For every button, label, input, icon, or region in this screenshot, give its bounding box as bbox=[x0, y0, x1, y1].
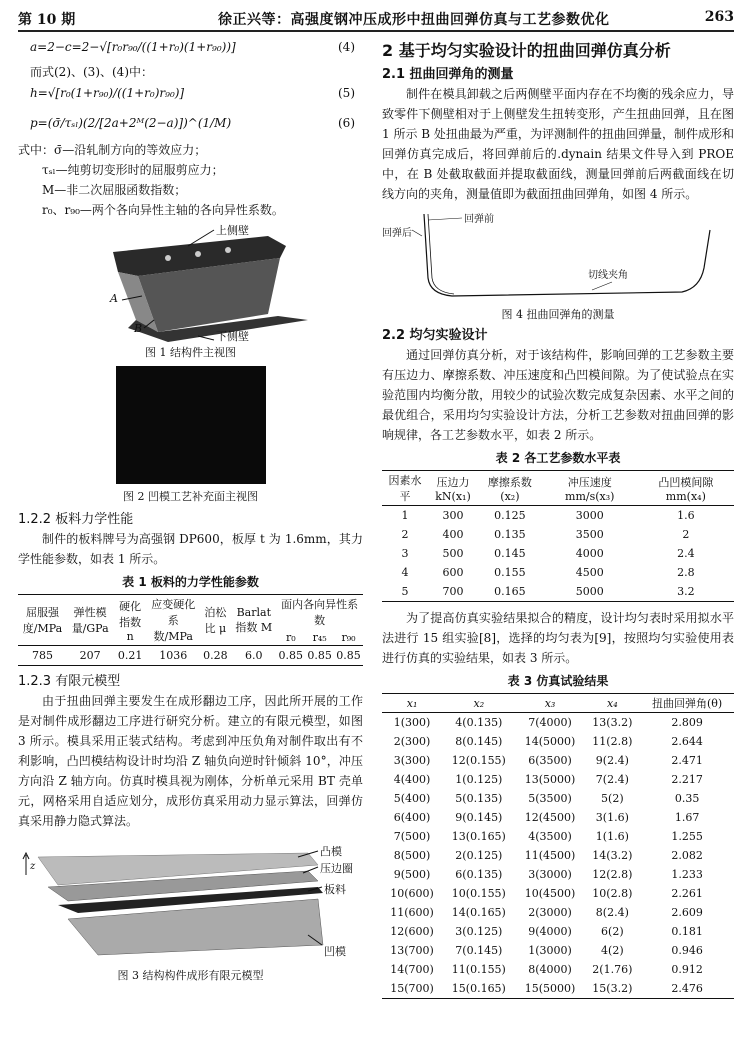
table-cell: 2.082 bbox=[671, 849, 703, 862]
table-cell: 13(3.2) bbox=[592, 716, 633, 729]
table-cell: 1.233 bbox=[671, 868, 703, 881]
table-cell: 11(2.8) bbox=[592, 735, 633, 748]
section-2-2-title: 2.2 均匀实验设计 bbox=[382, 328, 488, 343]
table-2-header: 因素水平 bbox=[388, 474, 422, 503]
fem-model-image bbox=[18, 835, 363, 965]
equation-6-text: p=(σ̄/τₛₗ)(2/[2a+2ᴹ(2−a)])^(1/M) bbox=[30, 116, 232, 130]
table-1-subheader: r₀ bbox=[285, 630, 296, 644]
springback-measure-image bbox=[382, 208, 734, 304]
table-cell: 2(0.125) bbox=[455, 849, 503, 862]
table-cell: 9(4000) bbox=[528, 925, 572, 938]
table-cell: 5(3500) bbox=[528, 792, 572, 805]
table-cell: 14(3.2) bbox=[592, 849, 633, 862]
table-cell: 4(0.135) bbox=[455, 716, 503, 729]
table-row bbox=[382, 827, 734, 846]
table-cell: 0.85 bbox=[307, 649, 332, 662]
table-cell: 2(3000) bbox=[528, 906, 572, 919]
table-cell: 785 bbox=[31, 649, 53, 662]
section-2-1-text: 制件在模具卸载之后两侧壁平面内存在不均衡的残余应力，导致零件下侧壁相对于上侧壁发生扭转变形，产生扭曲回弹，且在图 1 所示 B 处扭曲最为严重，为评测制件的扭曲回弹量，制件成形和回弹仿真完成后，将回弹前后的.dynain 结果文件导入到 PROE 中，在 B 处截取截面并提取截面线，测量回弹前后两截面线在切线方向的夹角，测量值即为截面扭曲回弹角，如图 4 所示。 bbox=[382, 87, 734, 201]
table-cell: 15(3.2) bbox=[592, 982, 633, 995]
label-before-springback: 回弹前 bbox=[464, 214, 494, 225]
table-cell: 3500 bbox=[575, 528, 604, 541]
table-cell: 6.0 bbox=[245, 649, 263, 662]
table-row bbox=[382, 751, 734, 770]
table-cell: 2 bbox=[682, 528, 690, 541]
table-cell: 3000 bbox=[575, 509, 604, 522]
table-cell: 9(0.145) bbox=[455, 811, 503, 824]
table-cell: 2.644 bbox=[671, 735, 703, 748]
table-cell: 14(700) bbox=[390, 963, 434, 976]
table-cell: 2.4 bbox=[677, 547, 695, 560]
table-cell: 3(300) bbox=[393, 754, 431, 767]
label-a: A bbox=[110, 292, 118, 305]
table-cell: 10(4500) bbox=[524, 887, 576, 900]
table-2-header: 摩擦系数(x₂) bbox=[487, 475, 532, 503]
label-lower-wall: 下侧壁 bbox=[216, 330, 249, 343]
table-cell: 8(0.145) bbox=[455, 735, 503, 748]
equation-4-text: a=2−c=2−√[r₀r₉₀/((1+r₀)(1+r₉₀))] bbox=[30, 40, 236, 54]
label-z-axis: z bbox=[30, 861, 36, 872]
table-cell: 0.912 bbox=[671, 963, 703, 976]
table-cell: 3.2 bbox=[677, 585, 695, 598]
section-2-1-title: 2.1 扭曲回弹角的测量 bbox=[382, 67, 514, 82]
label-punch: 凸模 bbox=[320, 845, 342, 858]
table-cell: 11(4500) bbox=[524, 849, 576, 862]
left-column bbox=[18, 36, 363, 985]
table-cell: 0.946 bbox=[671, 944, 703, 957]
table-cell: 1.67 bbox=[674, 811, 700, 824]
equation-4 bbox=[18, 36, 363, 62]
table-1-subheader: r₉₀ bbox=[341, 630, 356, 644]
figure-3 bbox=[18, 835, 363, 965]
table-cell: 2.217 bbox=[671, 773, 703, 786]
table-cell: 15(5000) bbox=[524, 982, 576, 995]
table-cell: 7(2.4) bbox=[595, 773, 629, 786]
table-row bbox=[382, 544, 734, 563]
figure-4 bbox=[382, 208, 734, 304]
label-after-springback: 回弹后 bbox=[382, 228, 412, 239]
section-1-2-3-text: 由于扭曲回弹主要发生在成形翻边工序，因此所开展的工作是对制件成形翻边工序进行研究分析。建立的有限元模型，如图 3 所示。模具采用正装式结构。考虑到冲压负角对制件取出有不利影响，凸凹模结构设计时均沿 Z 轴负向逆时针倾斜 10°，冲压方向沿 Z 轴方向。仿真时模具视为刚体，分析单元采用 BT 壳单元，网格采用自适应划分，成形仿真采用动力显示算法，回弹仿真采用静力隐式算法。 bbox=[18, 694, 363, 828]
table-cell: 11(0.155) bbox=[451, 963, 506, 976]
table-cell: 1.6 bbox=[677, 509, 695, 522]
table-cell: 14(5000) bbox=[524, 735, 576, 748]
table-cell: 8(2.4) bbox=[595, 906, 629, 919]
table-row bbox=[382, 922, 734, 941]
table-3-title: 表 3 仿真试验结果 bbox=[507, 674, 609, 688]
table-row bbox=[18, 646, 363, 666]
table-cell: 1.255 bbox=[671, 830, 703, 843]
table-cell: 10(600) bbox=[390, 887, 434, 900]
table-cell: 1(3000) bbox=[528, 944, 572, 957]
table-3-header: 扭曲回弹角(θ) bbox=[651, 697, 723, 710]
table-cell: 14(0.165) bbox=[451, 906, 506, 919]
page-number: 263 bbox=[704, 9, 734, 25]
running-header bbox=[18, 6, 734, 32]
table-1 bbox=[18, 594, 363, 666]
table-1-subheader: r₄₅ bbox=[312, 630, 327, 644]
table-cell: 10(0.155) bbox=[451, 887, 506, 900]
table-cell: 0.35 bbox=[674, 792, 700, 805]
table-cell: 6(400) bbox=[393, 811, 431, 824]
table-cell: 1(300) bbox=[393, 716, 431, 729]
label-upper-wall: 上侧壁 bbox=[216, 224, 249, 237]
table-1-header: 面内各向异性系数 bbox=[281, 598, 359, 628]
table-1-header: 硬化指数 n bbox=[119, 599, 142, 643]
definition-line: 式中：σ̄—沿轧制方向的等效应力； bbox=[18, 143, 207, 157]
label-tangent-angle: 切线夹角 bbox=[588, 270, 628, 281]
table-1-header: 屈服强度/MPa bbox=[22, 606, 63, 635]
table-cell: 4(2) bbox=[601, 944, 624, 957]
figure-1 bbox=[18, 224, 363, 342]
table-cell: 7(500) bbox=[393, 830, 431, 843]
table-cell: 1036 bbox=[159, 649, 188, 662]
table-row bbox=[382, 865, 734, 884]
table-cell: 5000 bbox=[575, 585, 604, 598]
table-cell: 0.165 bbox=[494, 585, 526, 598]
table-cell: 0.135 bbox=[494, 528, 526, 541]
table-row bbox=[382, 846, 734, 865]
table-cell: 0.85 bbox=[278, 649, 304, 662]
table-2 bbox=[382, 470, 734, 602]
table-row bbox=[382, 960, 734, 979]
table-cell: 3(0.125) bbox=[455, 925, 503, 938]
table-cell: 2.261 bbox=[671, 887, 703, 900]
table-cell: 0.85 bbox=[336, 649, 361, 662]
table-row bbox=[382, 582, 734, 602]
definition-line: τₛₗ—纯剪切变形时的屈服剪应力； bbox=[42, 163, 224, 177]
table-cell: 700 bbox=[442, 585, 464, 598]
table-3-header: x₂ bbox=[473, 696, 485, 710]
table-2-header: 冲压速度 mm/s(x₃) bbox=[565, 475, 615, 503]
table-row bbox=[382, 903, 734, 922]
table-cell: 7(4000) bbox=[528, 716, 572, 729]
table-cell: 2(300) bbox=[393, 735, 431, 748]
table-cell: 500 bbox=[442, 547, 464, 560]
table-cell: 2.8 bbox=[677, 566, 695, 579]
table-cell: 13(5000) bbox=[524, 773, 576, 786]
table-row bbox=[382, 506, 734, 526]
table-cell: 15(700) bbox=[390, 982, 434, 995]
table-3-header: x₁ bbox=[406, 696, 418, 710]
table-1-header: 弹性模量/GPa bbox=[71, 606, 109, 635]
section-2-2-text-2: 为了提高仿真实验结果拟合的精度，设计均匀表时采用拟水平法进行 15 组实验[8]，选择的均匀表为[9]，按照均匀实验使用表进行仿真的实验结果，如表 3 所示。 bbox=[382, 611, 734, 665]
table-cell: 0.28 bbox=[203, 649, 228, 662]
label-sheet: 板料 bbox=[324, 883, 346, 896]
section-2-title: 2 基于均匀实验设计的扭曲回弹仿真分析 bbox=[382, 41, 671, 60]
table-cell: 5(0.135) bbox=[455, 792, 503, 805]
table-cell: 4(400) bbox=[393, 773, 431, 786]
table-2-title: 表 2 各工艺参数水平表 bbox=[495, 451, 621, 465]
table-cell: 12(600) bbox=[390, 925, 434, 938]
table-cell: 2(1.76) bbox=[592, 963, 633, 976]
table-2-header: 凸凹模间隙 mm(x₄) bbox=[658, 475, 714, 503]
table-row bbox=[382, 732, 734, 751]
table-1-header: 应变硬化系数/MPa bbox=[151, 598, 196, 643]
table-2-header: 压边力 kN(x₁) bbox=[435, 475, 471, 503]
table-1-header: Barlat 指数 M bbox=[235, 605, 273, 634]
table-cell: 2.809 bbox=[671, 716, 703, 729]
section-2-2-text: 通过回弹仿真分析，对于该结构件，影响回弹的工艺参数主要有压边力、摩擦系数、冲压速度和凸凹模间隙。为了使试验点在实验范围内均衡分散，用较少的试验次数完成复杂因素、水平之间的最优组合，采用均匀实验设计方法，分析工艺参数对扭曲回弹的影响规律，各工艺参数水平，如表 2 所示。 bbox=[382, 348, 734, 442]
figure-2-caption: 图 2 凹模工艺补充面主视图 bbox=[123, 490, 258, 503]
table-cell: 10(2.8) bbox=[592, 887, 633, 900]
table-cell: 1(1.6) bbox=[595, 830, 629, 843]
table-cell: 0.145 bbox=[494, 547, 526, 560]
equation-6 bbox=[18, 108, 363, 140]
label-b: B bbox=[134, 322, 143, 335]
table-cell: 8(4000) bbox=[528, 963, 572, 976]
table-cell: 2.609 bbox=[671, 906, 703, 919]
table-cell: 4500 bbox=[575, 566, 604, 579]
table-cell: 0.155 bbox=[494, 566, 526, 579]
table-cell: 400 bbox=[442, 528, 464, 541]
table-cell: 12(0.155) bbox=[451, 754, 506, 767]
label-die: 凹模 bbox=[324, 945, 346, 958]
table-cell: 1(0.125) bbox=[455, 773, 503, 786]
table-cell: 0.181 bbox=[671, 925, 703, 938]
section-1-2-2-text: 制件的板料牌号为高强钢 DP600，板厚 t 为 1.6mm，其力学性能参数，如表 1 所示。 bbox=[18, 532, 363, 566]
table-cell: 4(3500) bbox=[528, 830, 572, 843]
definition-line: r₀、r₉₀—两个各向异性主轴的各向异性系数。 bbox=[42, 203, 284, 217]
table-row bbox=[382, 563, 734, 582]
table-row bbox=[382, 979, 734, 999]
issue-number: 第 10 期 bbox=[18, 12, 76, 28]
figure-1-caption: 图 1 结构件主视图 bbox=[145, 346, 236, 359]
table-cell: 11(600) bbox=[390, 906, 434, 919]
table-cell: 2 bbox=[401, 528, 409, 541]
table-cell: 12(4500) bbox=[524, 811, 576, 824]
table-cell: 6(3500) bbox=[528, 754, 572, 767]
table-cell: 207 bbox=[79, 649, 101, 662]
equation-4-number: (4) bbox=[338, 40, 355, 54]
table-row bbox=[382, 941, 734, 960]
table-row bbox=[382, 713, 734, 733]
table-3-header: x₃ bbox=[544, 696, 556, 710]
table-row bbox=[382, 525, 734, 544]
equation-intro: 而式(2)、(3)、(4)中： bbox=[30, 65, 153, 79]
table-cell: 3(3000) bbox=[528, 868, 572, 881]
table-cell: 2.471 bbox=[671, 754, 703, 767]
figure-4-caption: 图 4 扭曲回弹角的测量 bbox=[501, 308, 615, 321]
equation-6-number: (6) bbox=[338, 116, 355, 130]
figure-2-black-image bbox=[116, 366, 266, 484]
table-row bbox=[382, 808, 734, 827]
table-cell: 13(0.165) bbox=[451, 830, 506, 843]
table-3-header: x₄ bbox=[607, 696, 618, 710]
table-cell: 5(400) bbox=[393, 792, 431, 805]
table-cell: 0.125 bbox=[494, 509, 526, 522]
table-cell: 13(700) bbox=[390, 944, 434, 957]
table-1-title: 表 1 板料的力学性能参数 bbox=[122, 575, 259, 589]
table-row bbox=[382, 884, 734, 903]
equation-5-text: h=√[r₀(1+r₉₀)/((1+r₀)r₉₀)] bbox=[30, 86, 185, 100]
right-column bbox=[382, 36, 734, 999]
label-blank-holder: 压边圈 bbox=[320, 862, 353, 875]
table-cell: 1 bbox=[401, 509, 409, 522]
table-cell: 8(500) bbox=[393, 849, 431, 862]
section-1-2-3-title: 1.2.3 有限元模型 bbox=[18, 674, 121, 689]
table-cell: 5 bbox=[401, 585, 409, 598]
structure-part-image bbox=[18, 224, 363, 342]
running-title: 徐正兴等：高强度钢冲压成形中扭曲回弹仿真与工艺参数优化 bbox=[218, 12, 610, 28]
table-cell: 5(2) bbox=[601, 792, 624, 805]
table-row bbox=[382, 770, 734, 789]
table-cell: 6(0.135) bbox=[455, 868, 503, 881]
table-row bbox=[382, 789, 734, 808]
table-cell: 12(2.8) bbox=[592, 868, 633, 881]
definition-line: M—非二次屈服函数指数； bbox=[42, 183, 187, 197]
table-cell: 15(0.165) bbox=[451, 982, 506, 995]
table-cell: 3 bbox=[401, 547, 409, 560]
table-cell: 9(500) bbox=[393, 868, 431, 881]
equation-5 bbox=[18, 82, 363, 108]
table-cell: 4 bbox=[401, 566, 409, 579]
table-cell: 600 bbox=[442, 566, 464, 579]
table-1-header: 泊松比 μ bbox=[204, 606, 227, 635]
table-cell: 300 bbox=[442, 509, 464, 522]
table-cell: 7(0.145) bbox=[455, 944, 503, 957]
section-1-2-2-title: 1.2.2 板料力学性能 bbox=[18, 512, 134, 527]
table-cell: 4000 bbox=[575, 547, 604, 560]
table-3 bbox=[382, 693, 734, 999]
table-cell: 6(2) bbox=[601, 925, 624, 938]
table-cell: 0.21 bbox=[117, 649, 143, 662]
figure-3-caption: 图 3 结构构件成形有限元模型 bbox=[117, 969, 264, 982]
table-cell: 2.476 bbox=[671, 982, 703, 995]
table-cell: 9(2.4) bbox=[595, 754, 629, 767]
equation-5-number: (5) bbox=[338, 86, 355, 100]
table-cell: 3(1.6) bbox=[595, 811, 629, 824]
